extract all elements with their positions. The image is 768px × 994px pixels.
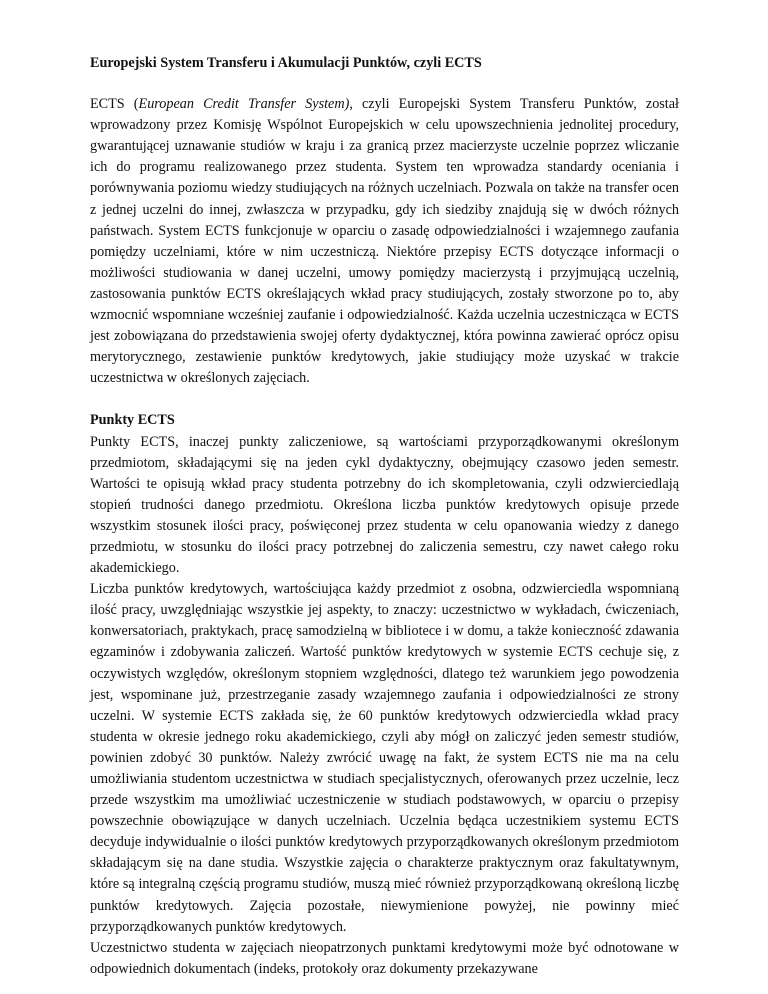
section-heading: Punkty ECTS (90, 412, 175, 429)
intro-rest: , czyli Europejski System Transferu Punktów, został wprowadzony przez Komisję Wspólnot Europejskich w celu upowszechnienia jednolitej procedury, gwarantującej uznawanie studiów w kraju i za granicą przez macierzyste uczelnie poprzez wliczanie ich do programu realizowanego przez studenta. System ten wprowadza standardy oceniania i porównywania poziomu wiedzy studiujących na różnych uczelniach. Pozwala on także na transfer ocen z jednej uczelni do innej, zwłaszcza w przypadku, gdy ich siedziby znajdują się w dwóch różnych państwach. System ECTS funkcjonuje w oparciu o zasadę odpowiedzialności i wzajemnego zaufania pomiędzy uczelniami, które w nim uczestniczą. Niektóre przepisy ECTS dotyczące informacji o możliwości studiowania w danej uczelni, umowy pomiędzy macierzystą i przyjmującą uczelnią, zastosowania punktów ECTS określających wkład pracy studiujących, zostały stworzone po to, aby wzmocnić wspomniane wcześniej zaufanie i odpowiedzialność. Każda uczelnia uczestnicząca w ECTS jest zobowiązana do przedstawienia swojej oferty dydaktycznej, która powinna zawierać oprócz opisu merytorycznego, zestawienie punktów kredytowych, jakie studiujący może uzyskać w trakcie uczestnictwa w określonych zajęciach. (90, 96, 679, 387)
body-paragraph-3: Uczestnictwo studenta w zajęciach nieopatrzonych punktami kredytowymi może być odnotowane w odpowiednich dokumentach (indeks, protokoły oraz dokumenty przekazywane (90, 939, 679, 977)
intro-lead: ECTS ( (90, 96, 139, 113)
document-title: Europejski System Transferu i Akumulacji Punktów, czyli ECTS (90, 55, 482, 71)
intro-paragraph (90, 94, 679, 389)
document-page (90, 53, 679, 980)
body-paragraph-1: Punkty ECTS, inaczej punkty zaliczeniowe, są wartościami przyporządkowanymi określonym przedmiotom, składającymi się na jeden cykl dydaktyczny, obejmujący czasowo jeden semestr. Wartości te opisują wkład pracy studenta potrzebny do ich skompletowania, czyli odzwierciedlają stopień trudności danego przedmiotu. Określona liczba punktów kredytowych opisuje przede wszystkim stosunek ilości pracy, poświęconej przez studenta w celu opanowania wiedzy z danego przedmiotu, w stosunku do ilości pracy potrzebnej do zaliczenia semestru, czy nawet całego roku akademickiego. (90, 433, 679, 577)
body-paragraph-2: Liczba punktów kredytowych, wartościująca każdy przedmiot z osobna, odzwierciedla wspomnianą ilość pracy, uwzględniając wszystkie jej aspekty, to znaczy: uczestnictwo w wykładach, ćwiczeniach, konwersatoriach, praktykach, pracę samodzielną w bibliotece i w domu, a także konieczność zdawania egzaminów i zdobywania zaliczeń. Wartość punktów kredytowych w systemie ECTS cechuje się, z oczywistych względów, określonym stopniem względności, dlatego też warunkiem jego powodzenia jest, wspominane już, przestrzeganie zasady wzajemnego zaufania i odpowiedzialności ze strony uczelni. W systemie ECTS zakłada się, że 60 punktów kredytowych odzwierciedla wkład pracy studenta w okresie jednego roku akademickiego, czyli aby mógł on zaliczyć jeden semestr studiów, powinien zdobyć 30 punktów. Należy zwrócić uwagę na fakt, że system ECTS nie ma na celu umożliwiania studentom uczestnictwa w studiach specjalistycznych, oferowanych przez uczelnie, lecz przede wszystkim ma umożliwiać uczestniczenie w studiach podstawowych, w oparciu o przepisy powszechnie obowiązujące w danych uczelniach. Uczelnia będąca uczestnikiem systemu ECTS decyduje indywidualnie o ilości punktów kredytowych przyporządkowanych określonym przedmiotom składającym się na dane studia. Wszystkie zajęcia o charakterze praktycznym oraz fakultatywnym, które są integralną częścią programu studiów, muszą mieć również przyporządkowaną określoną liczbę punktów kredytowych. Zajęcia pozostałe, niewymienione powyżej, nie powinny mieć przyporządkowanych punktów kredytowych. (90, 581, 679, 935)
intro-italic-term: European Credit Transfer System) (138, 96, 350, 113)
